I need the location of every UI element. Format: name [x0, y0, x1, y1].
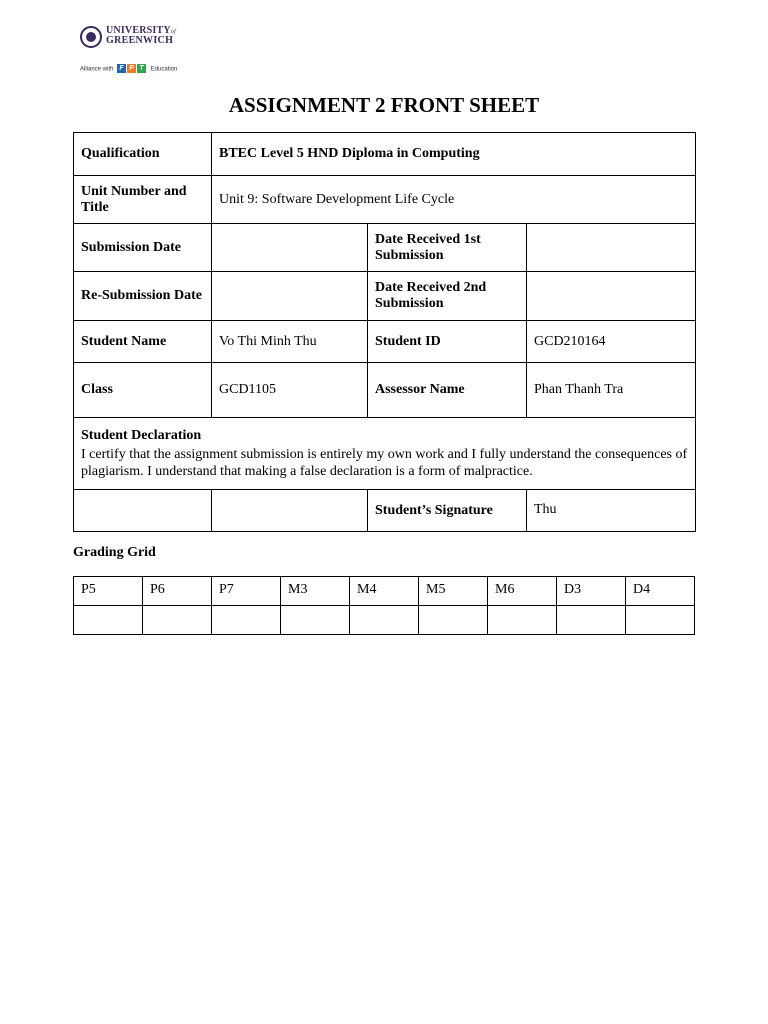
grading-value-cell [212, 606, 281, 635]
grading-header-cell: D3 [557, 577, 626, 606]
declaration-cell [74, 418, 696, 490]
grading-value-cell [143, 606, 212, 635]
date-received-2nd-value [527, 272, 696, 321]
grading-value-cell [350, 606, 419, 635]
grading-header-cell: P7 [212, 577, 281, 606]
submission-date-label: Submission Date [74, 224, 212, 272]
grading-value-cell [557, 606, 626, 635]
university-logo [80, 24, 192, 78]
qualification-value: BTEC Level 5 HND Diploma in Computing [212, 133, 696, 176]
date-received-2nd-label: Date Received 2nd Submission [368, 272, 527, 321]
table-row [74, 418, 696, 490]
grading-header-cell: P5 [74, 577, 143, 606]
grading-header-cell: M6 [488, 577, 557, 606]
student-name-value: Vo Thi Minh Thu [212, 321, 368, 363]
grading-value-row [74, 606, 695, 635]
student-id-label: Student ID [368, 321, 527, 363]
student-id-value: GCD210164 [527, 321, 696, 363]
table-row [74, 133, 696, 176]
grading-header-cell: P6 [143, 577, 212, 606]
submission-date-value [212, 224, 368, 272]
fpt-letter-t: T [137, 64, 146, 73]
grading-value-cell [626, 606, 695, 635]
table-row [74, 272, 696, 321]
unit-label: Unit Number and Title [74, 176, 212, 224]
date-received-1st-value [527, 224, 696, 272]
grading-header-cell: M4 [350, 577, 419, 606]
logo-greenwich-text: GREENWICH [106, 35, 174, 46]
signature-blank-cell [74, 490, 212, 532]
fpt-logo [117, 64, 147, 74]
assessor-value: Phan Thanh Tra [527, 363, 696, 418]
logo-alliance-line [80, 64, 177, 75]
class-label: Class [74, 363, 212, 418]
signature-blank-cell [212, 490, 368, 532]
table-row [74, 321, 696, 363]
table-row [74, 490, 696, 532]
declaration-heading: Student Declaration [81, 427, 202, 443]
qualification-label: Qualification [74, 133, 212, 176]
class-value: GCD1105 [212, 363, 368, 418]
grading-value-cell [488, 606, 557, 635]
table-row [74, 176, 696, 224]
resubmission-date-label: Re-Submission Date [74, 272, 212, 321]
date-received-1st-label: Date Received 1st Submission [368, 224, 527, 272]
table-row [74, 224, 696, 272]
grading-value-cell [281, 606, 350, 635]
logo-university-text: UNIVERSITYof [106, 25, 176, 36]
grading-value-cell [74, 606, 143, 635]
grading-grid-table [73, 576, 695, 635]
grading-grid-label: Grading Grid [73, 545, 156, 560]
logo-of-text: of [170, 29, 176, 35]
front-sheet-table [73, 132, 696, 532]
grading-header-row [74, 577, 695, 606]
assessor-label: Assessor Name [368, 363, 527, 418]
grading-value-cell [419, 606, 488, 635]
unit-value: Unit 9: Software Development Life Cycle [212, 176, 696, 224]
declaration-text: I certify that the assignment submission is entirely my own work and I fully understand the consequences of plagiarism. I understand that making a false declaration is a form of malpractice. [81, 446, 688, 479]
table-row [74, 363, 696, 418]
signature-value: Thu [527, 490, 696, 532]
resubmission-date-value [212, 272, 368, 321]
grading-header-cell: M5 [419, 577, 488, 606]
fpt-letter-f: F [117, 64, 126, 73]
fpt-letter-p: P [127, 64, 136, 73]
grading-header-cell: M3 [281, 577, 350, 606]
signature-label: Student’s Signature [368, 490, 527, 532]
university-crest-icon [80, 26, 102, 48]
page-title: ASSIGNMENT 2 FRONT SHEET [228, 93, 540, 117]
alliance-text: Alliance with [80, 66, 114, 73]
student-name-label: Student Name [74, 321, 212, 363]
education-text: Education [150, 66, 178, 73]
grading-header-cell: D4 [626, 577, 695, 606]
